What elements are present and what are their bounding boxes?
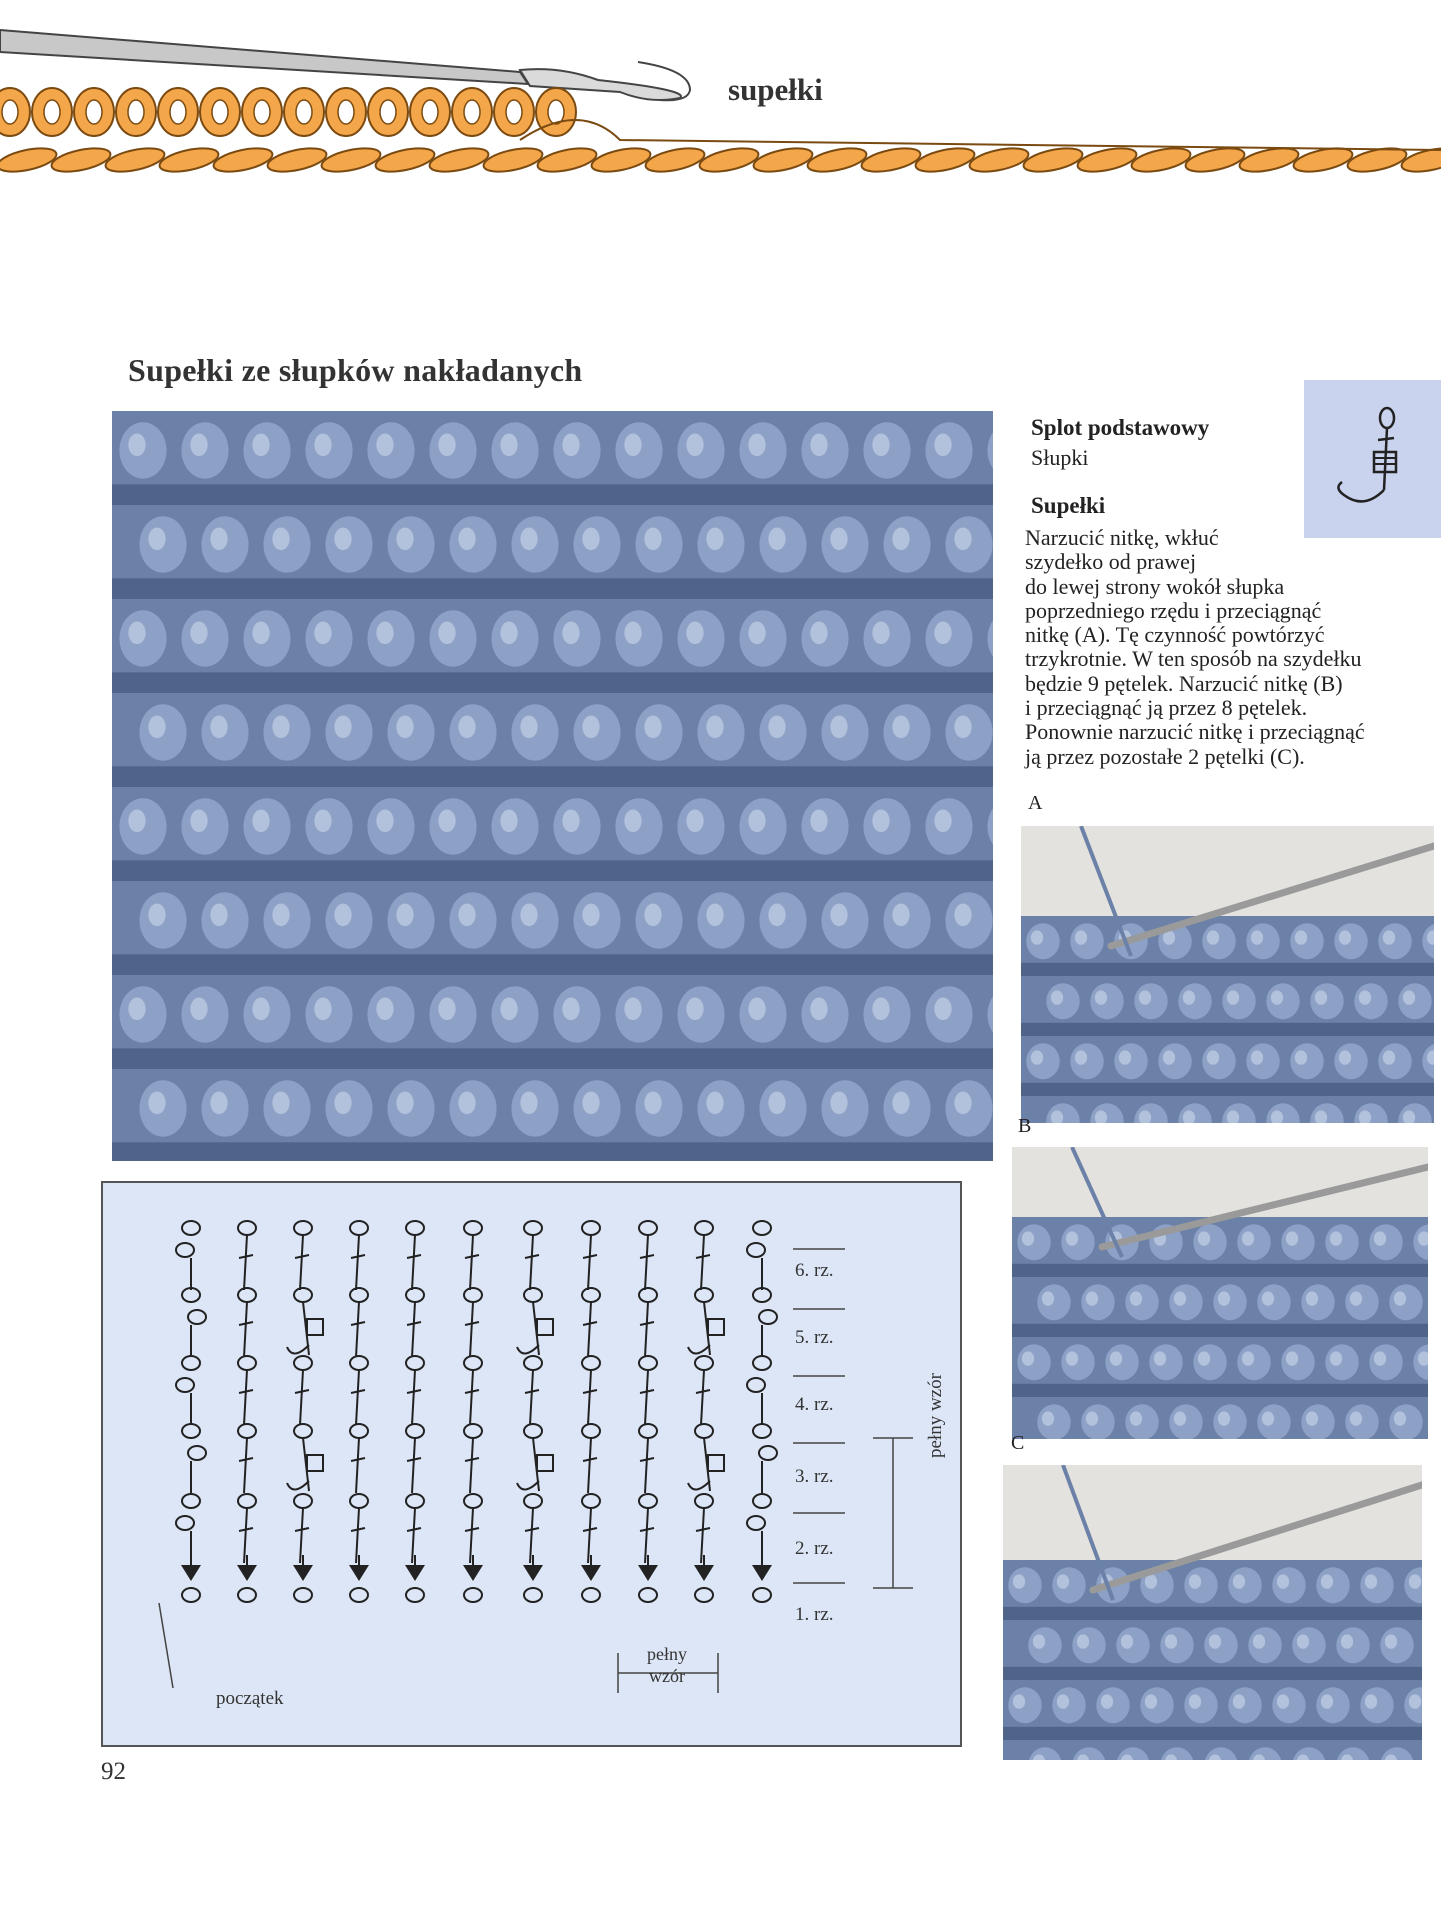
- step-photo-a: [1021, 826, 1434, 1123]
- section-title: supełki: [728, 72, 823, 107]
- header-illustration: [0, 0, 1441, 200]
- row-label-4: 4. rz.: [795, 1394, 834, 1415]
- bobble-stitch-symbol-icon: [1304, 380, 1441, 538]
- chain-stitches: [0, 88, 1441, 176]
- base-stitch-heading: Splot podstawowy: [1031, 415, 1210, 440]
- page-number: 92: [101, 1758, 126, 1785]
- step-photo-b: [1012, 1147, 1428, 1439]
- instruction-line: i przeciągnąć ją przez 8 pętelek.: [1025, 695, 1308, 721]
- page-title: Supełki ze słupków nakładanych: [128, 352, 583, 388]
- row-label-6: 6. rz.: [795, 1260, 834, 1281]
- pattern-repeat-vertical: pełny wzór: [925, 1373, 946, 1458]
- pattern-repeat-line: pełny: [647, 1644, 687, 1664]
- step-label-a: A: [1028, 792, 1043, 814]
- instruction-line: Narzucić nitkę, wkłuć: [1025, 525, 1219, 550]
- instruction-line: nitkę (A). Tę czynność powtórzyć: [1025, 622, 1325, 648]
- main-swatch-photo: [112, 411, 993, 1161]
- instruction-line: szydełko od prawej: [1025, 549, 1197, 575]
- instruction-line: do lewej strony wokół słupka: [1025, 573, 1285, 599]
- row-label-5: 5. rz.: [795, 1327, 834, 1348]
- row-label-2: 2. rz.: [795, 1538, 834, 1559]
- row-label-1: 1. rz.: [795, 1604, 834, 1625]
- step-label-c: C: [1011, 1432, 1025, 1454]
- stitch-chart: [101, 1181, 962, 1747]
- bobble-heading: Supełki: [1031, 493, 1106, 518]
- instruction-line: poprzedniego rzędu i przeciągnąć: [1025, 597, 1322, 623]
- base-stitch-text: Słupki: [1031, 445, 1089, 470]
- step-label-b: B: [1018, 1115, 1032, 1137]
- row-label-3: 3. rz.: [795, 1466, 834, 1487]
- instruction-line: trzykrotnie. W ten sposób na szydełku: [1025, 646, 1362, 672]
- stitch-symbol-box: [1304, 380, 1441, 538]
- pattern-repeat-line: wzór: [649, 1666, 685, 1686]
- instruction-line: ją przez pozostałe 2 pętelki (C).: [1025, 743, 1305, 769]
- instruction-line: będzie 9 pętelek. Narzucić nitkę (B): [1025, 670, 1343, 696]
- instructions-text: [1025, 526, 1441, 769]
- instruction-line: Ponownie narzucić nitkę i przeciągnąć: [1025, 719, 1365, 745]
- step-photo-c: [1003, 1465, 1422, 1760]
- pattern-repeat-horizontal: [627, 1643, 707, 1687]
- start-label: początek: [216, 1688, 284, 1709]
